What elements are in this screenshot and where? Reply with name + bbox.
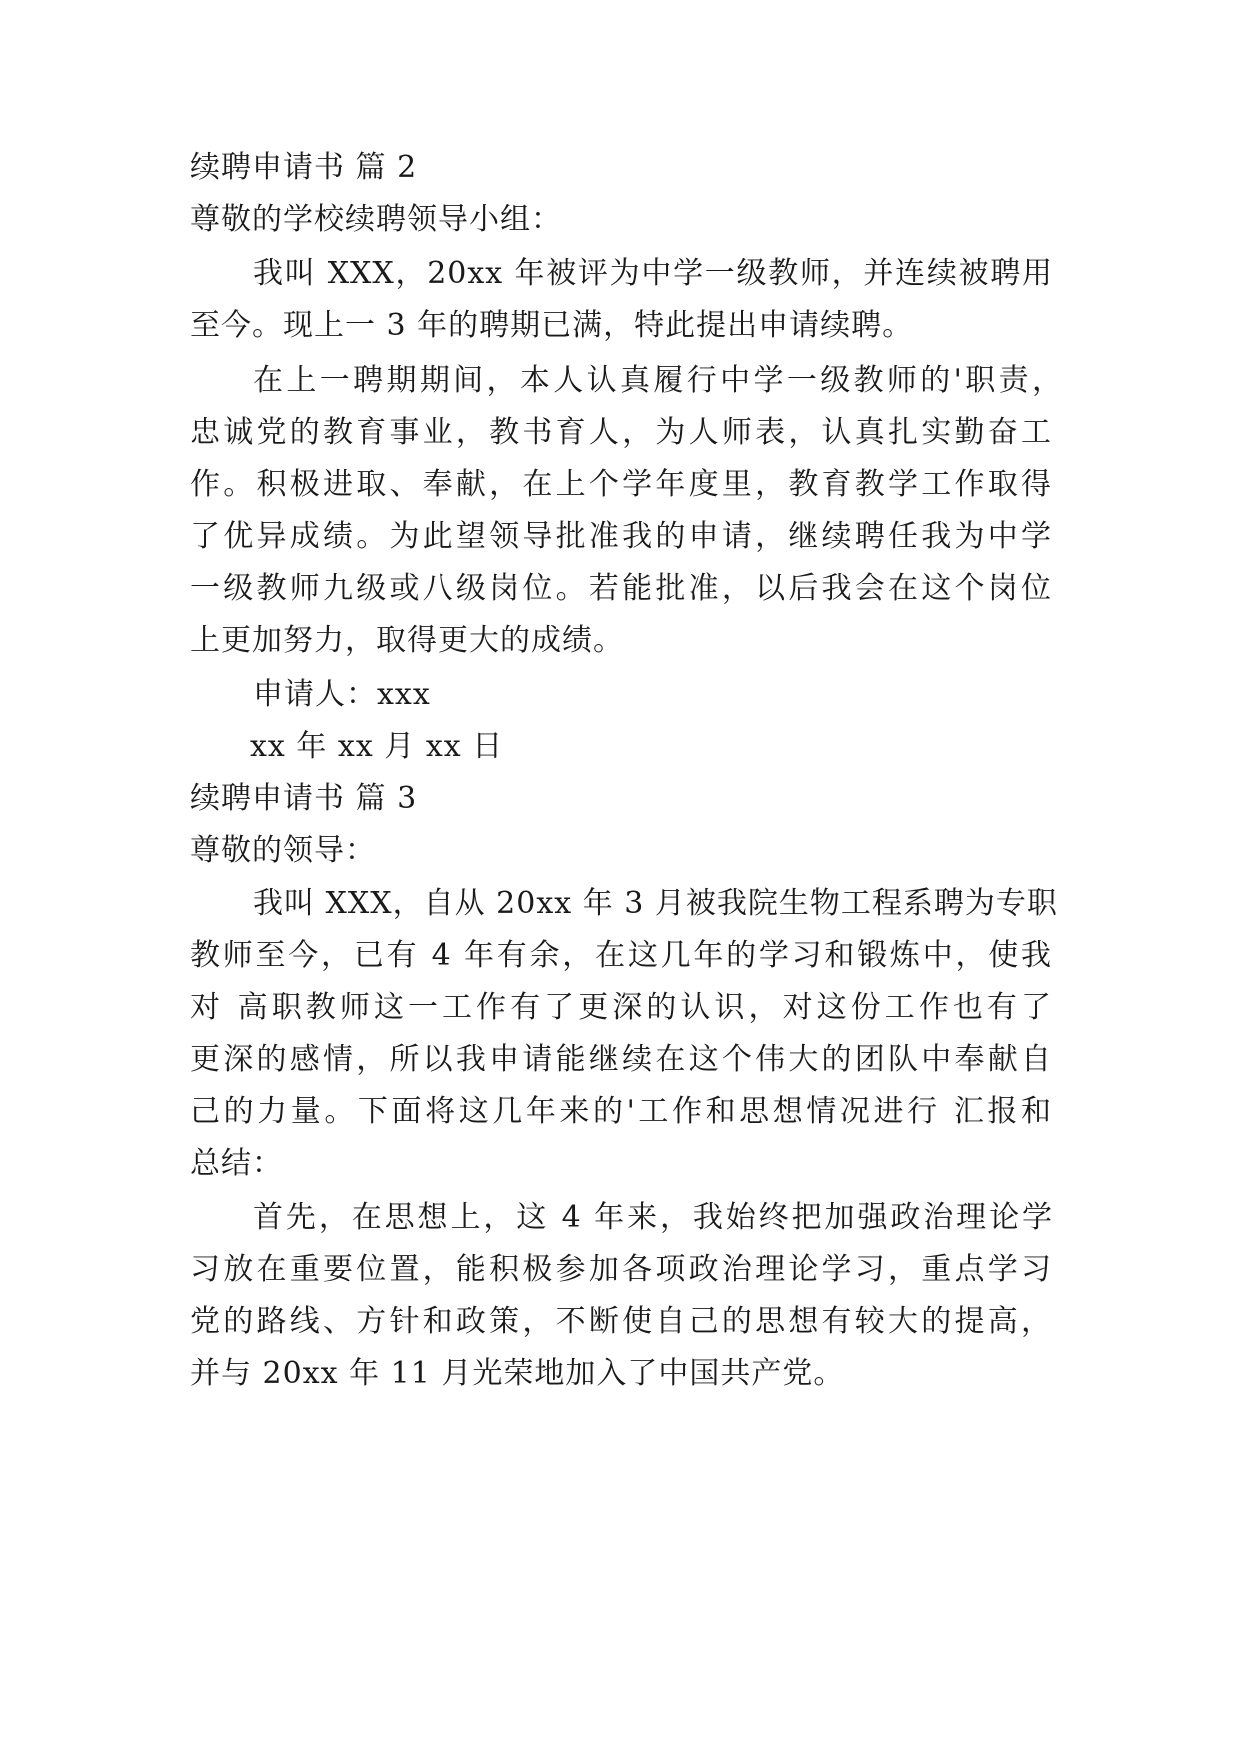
section-heading: 续聘申请书 篇 2 — [190, 150, 418, 185]
paragraph-line: 我叫 XXX，自从 20xx 年 3 月被我院生物工程系聘为专职 — [253, 886, 1058, 921]
paragraph-line: 一级教师九级或八级岗位。若能批准，以后我会在这个岗位 — [190, 571, 1052, 606]
paragraph-line: 作。积极进取、奉献，在上个学年度里，教育教学工作取得 — [190, 467, 1052, 502]
paragraph-line: 教师至今，已有 4 年有余，在这几年的学习和锻炼中，使我 — [190, 938, 1052, 973]
paragraph-line: 了优异成绩。为此望领导批准我的申请，继续聘任我为中学 — [190, 519, 1052, 554]
section-heading: 续聘申请书 篇 3 — [190, 781, 418, 816]
paragraph-line: 更深的感情，所以我申请能继续在这个伟大的团队中奉献自 — [190, 1042, 1052, 1077]
paragraph-line: 首先，在思想上，这 4 年来，我始终把加强政治理论学 — [253, 1200, 1053, 1235]
paragraph-line: 总结： — [190, 1146, 283, 1181]
paragraph-line: 习放在重要位置，能积极参加各项政治理论学习，重点学习 — [190, 1252, 1052, 1287]
salutation: 尊敬的领导： — [190, 833, 376, 868]
applicant-line: 申请人：xxx — [253, 677, 431, 712]
paragraph-line: 忠诚党的教育事业，教书育人，为人师表，认真扎实勤奋工 — [190, 415, 1052, 450]
paragraph-line: 并与 20xx 年 11 月光荣地加入了中国共产党。 — [190, 1356, 845, 1391]
paragraph-line: 对 高职教师这一工作有了更深的认识，对这份工作也有了 — [190, 990, 1052, 1025]
paragraph-line: 在上一聘期期间，本人认真履行中学一级教师的'职责， — [253, 363, 1063, 398]
paragraph-line: 党的路线、方针和政策，不断使自己的思想有较大的提高， — [190, 1304, 1052, 1339]
date-line: xx 年 xx 月 xx 日 — [250, 729, 504, 764]
salutation: 尊敬的学校续聘领导小组： — [190, 202, 562, 237]
paragraph-line: 我叫 XXX，20xx 年被评为中学一级教师，并连续被聘用 — [253, 256, 1053, 291]
paragraph-line: 至今。现上一 3 年的聘期已满，特此提出申请续聘。 — [190, 308, 914, 343]
paragraph-line: 上更加努力，取得更大的成绩。 — [190, 623, 624, 658]
paragraph-line: 己的力量。下面将这几年来的'工作和思想情况进行 汇报和 — [190, 1094, 1052, 1129]
